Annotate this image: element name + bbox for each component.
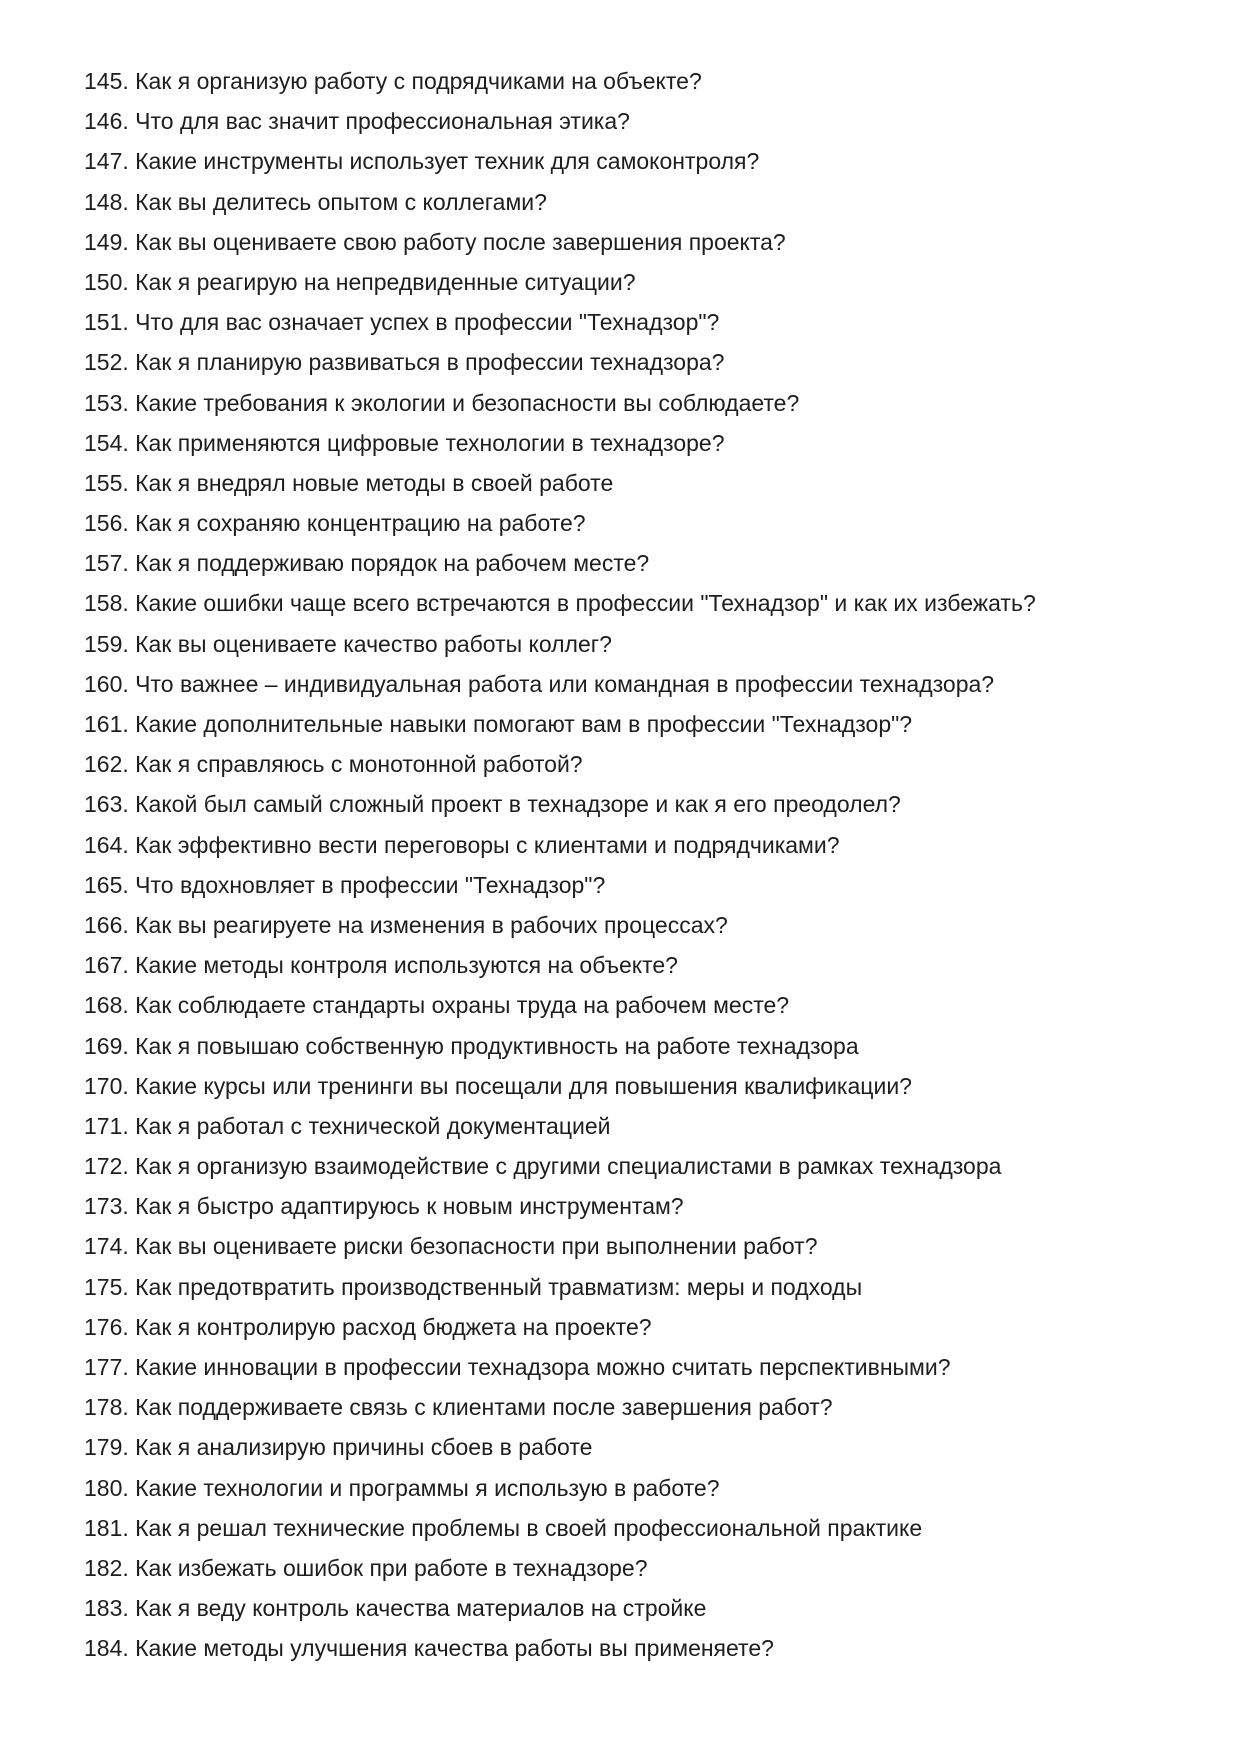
question-item: 177. Какие инновации в профессии технадзора можно считать перспективными?: [84, 1354, 951, 1380]
question-list: [84, 61, 1036, 1669]
question-item: 183. Как я веду контроль качества материалов на стройке: [84, 1595, 707, 1622]
question-item: 149. Как вы оцениваете свою работу после завершения проекта?: [84, 228, 786, 255]
question-item: 154. Как применяются цифровые технологии в технадзоре?: [84, 429, 725, 456]
question-item: 167. Какие методы контроля используются на объекте?: [84, 952, 678, 979]
question-item: 184. Какие методы улучшения качества работы вы применяете?: [84, 1635, 774, 1662]
question-item: 145. Как я организую работу с подрядчиками на объекте?: [84, 68, 702, 94]
question-item: 147. Какие инструменты использует техник для самоконтроля?: [84, 148, 760, 175]
question-item: 158. Какие ошибки чаще всего встречаются в профессии "Технадзор" и как их избежать?: [84, 590, 1036, 617]
question-item: 162. Как я справляюсь с монотонной работой?: [84, 751, 583, 778]
question-item: 148. Как вы делитесь опытом с коллегами?: [84, 188, 547, 215]
question-item: 169. Как я повышаю собственную продуктивность на работе технадзора: [84, 1032, 859, 1059]
question-item: 150. Как я реагирую на непредвиденные ситуации?: [84, 268, 636, 295]
question-item: 170. Какие курсы или тренинги вы посещали для повышения квалификации?: [84, 1072, 912, 1099]
question-item: 178. Как поддерживаете связь с клиентами после завершения работ?: [84, 1394, 833, 1421]
question-item: 180. Какие технологии и программы я использую в работе?: [84, 1474, 720, 1501]
question-item: 160. Что важнее – индивидуальная работа или командная в профессии технадзора?: [84, 670, 995, 697]
question-item: 151. Что для вас означает успех в профессии "Технадзор"?: [84, 309, 720, 336]
question-item: 174. Как вы оцениваете риски безопасности при выполнении работ?: [84, 1233, 818, 1260]
question-item: 175. Как предотвратить производственный травматизм: меры и подходы: [84, 1273, 863, 1300]
question-item: 159. Как вы оцениваете качество работы коллег?: [84, 630, 612, 657]
question-item: 181. Как я решал технические проблемы в своей профессиональной практике: [84, 1514, 923, 1541]
question-item: 152. Как я планирую развиваться в профессии технадзора?: [84, 349, 725, 376]
question-item: 163. Какой был самый сложный проект в технадзоре и как я его преодолел?: [84, 791, 901, 818]
question-item: 156. Как я сохраняю концентрацию на работе?: [84, 510, 586, 537]
question-item: 155. Как я внедрял новые методы в своей работе: [84, 469, 614, 496]
question-item: 173. Как я быстро адаптируюсь к новым инструментам?: [84, 1193, 684, 1220]
question-item: 168. Как соблюдаете стандарты охраны труда на рабочем месте?: [84, 992, 790, 1019]
question-item: 165. Что вдохновляет в профессии "Технадзор"?: [84, 871, 606, 898]
question-item: 179. Как я анализирую причины сбоев в работе: [84, 1434, 593, 1461]
question-item: 171. Как я работал с технической документацией: [84, 1112, 611, 1139]
question-item: 153. Какие требования к экологии и безопасности вы соблюдаете?: [84, 389, 800, 416]
question-item: 182. Как избежать ошибок при работе в технадзоре?: [84, 1554, 648, 1581]
question-item: 176. Как я контролирую расход бюджета на проекте?: [84, 1313, 652, 1340]
question-item: 157. Как я поддерживаю порядок на рабочем месте?: [84, 550, 650, 577]
question-item: 161. Какие дополнительные навыки помогают вам в профессии "Технадзор"?: [84, 711, 913, 737]
question-item: 172. Как я организую взаимодействие с другими специалистами в рамках технадзора: [84, 1153, 1002, 1180]
question-item: 146. Что для вас значит профессиональная этика?: [84, 108, 630, 135]
question-item: 166. Как вы реагируете на изменения в рабочих процессах?: [84, 911, 728, 938]
question-item: 164. Как эффективно вести переговоры с клиентами и подрядчиками?: [84, 831, 840, 858]
